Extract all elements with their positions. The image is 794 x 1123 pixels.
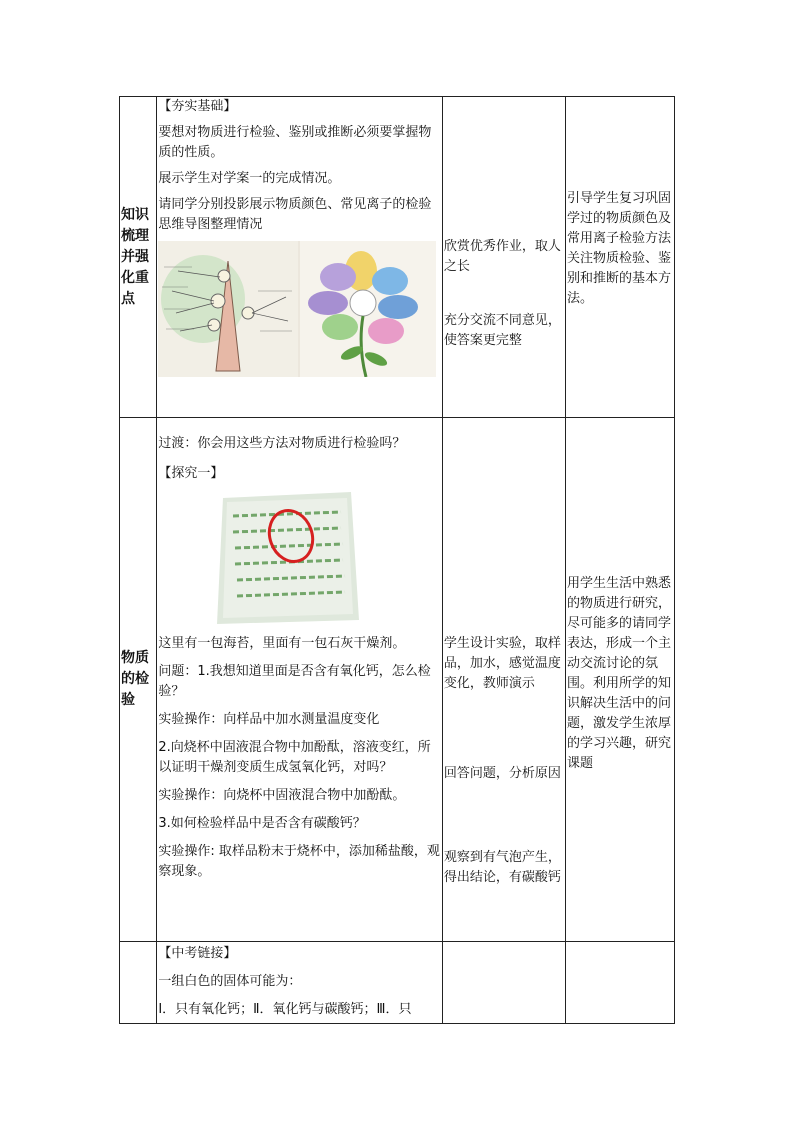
desiccant-packet-photo <box>213 490 361 628</box>
student-cell <box>442 418 565 942</box>
activity-text: Ⅰ．只有氧化钙；Ⅱ．氧化钙与碳酸钙；Ⅲ．只 <box>158 1002 412 1017</box>
activity-text: 要想对物质进行检验、鉴别或推断必须要掌握物质的性质。 <box>158 125 432 160</box>
question-text: 问题：1.我想知道里面是否含有氧化钙，怎么检验？ <box>158 664 431 699</box>
student-cell <box>442 942 565 1024</box>
design-intent: 引导学生复习巩固学过的物质颜色及常用离子检验方法关注物质检验、鉴别和推断的基本方法。 <box>566 191 671 306</box>
transition-text: 过渡：你会用这些方法对物质进行检验吗？ <box>158 436 406 451</box>
activity-heading: 【夯实基础】 <box>158 99 237 114</box>
operation-text: 实验操作：向烧杯中固液混合物中加酚酞。 <box>158 788 406 803</box>
design-intent: 用学生生活中熟悉的物质进行研究，尽可能多的请同学表达，形成一个主动交流讨论的氛围。利用所学的知识解决生活中的问题，激发学生浓厚的学习兴趣，研究课题 <box>566 576 671 771</box>
student-activity: 欣赏优秀作业，取人之长 <box>443 239 561 274</box>
activity-heading: 【中考链接】 <box>158 946 237 961</box>
intent-cell <box>565 97 674 418</box>
table-row <box>120 418 675 942</box>
lesson-plan-table <box>119 96 675 1024</box>
mind-map-photo-image <box>158 241 436 377</box>
operation-text: 实验操作: 取样品粉末于烧杯中，添加稀盐酸，观察现象。 <box>158 844 440 879</box>
section-title: 知识梳理并强化重点 <box>121 206 149 307</box>
desiccant-packet-image <box>213 490 361 628</box>
activity-text: 请同学分别投影展示物质颜色、常见离子的检验思维导图整理情况 <box>158 197 432 232</box>
activity-cell <box>157 97 443 418</box>
mind-map-photo <box>158 241 436 377</box>
activity-text: 展示学生对学案一的完成情况。 <box>158 171 341 186</box>
question-text: 3.如何检验样品中是否含有碳酸钙？ <box>158 816 366 831</box>
section-cell <box>120 97 157 418</box>
student-cell <box>442 97 565 418</box>
table-row <box>120 97 675 418</box>
activity-cell <box>157 418 443 942</box>
activity-heading: 【探究一】 <box>158 466 224 481</box>
section-cell <box>120 942 157 1024</box>
activity-text: 这里有一包海苔，里面有一包石灰干燥剂。 <box>158 636 406 651</box>
section-cell <box>120 418 157 942</box>
intent-cell <box>565 418 674 942</box>
student-activity: 回答问题，分析原因 <box>443 766 561 781</box>
student-activity: 充分交流不同意见，使答案更完整 <box>443 313 561 348</box>
table-row <box>120 942 675 1024</box>
activity-cell <box>157 942 443 1024</box>
section-title: 物质的检验 <box>121 650 149 708</box>
question-text: 2.向烧杯中固液混合物中加酚酞，溶液变红，所以证明干燥剂变质生成氢氧化钙，对吗？ <box>158 740 431 775</box>
student-activity: 学生设计实验，取样品，加水，感觉温度变化，教师演示 <box>443 636 561 691</box>
operation-text: 实验操作：向样品中加水测量温度变化 <box>158 712 380 727</box>
student-activity: 观察到有气泡产生，得出结论，有碳酸钙 <box>443 850 561 885</box>
intent-cell <box>565 942 674 1024</box>
activity-text: 一组白色的固体可能为： <box>158 974 302 989</box>
